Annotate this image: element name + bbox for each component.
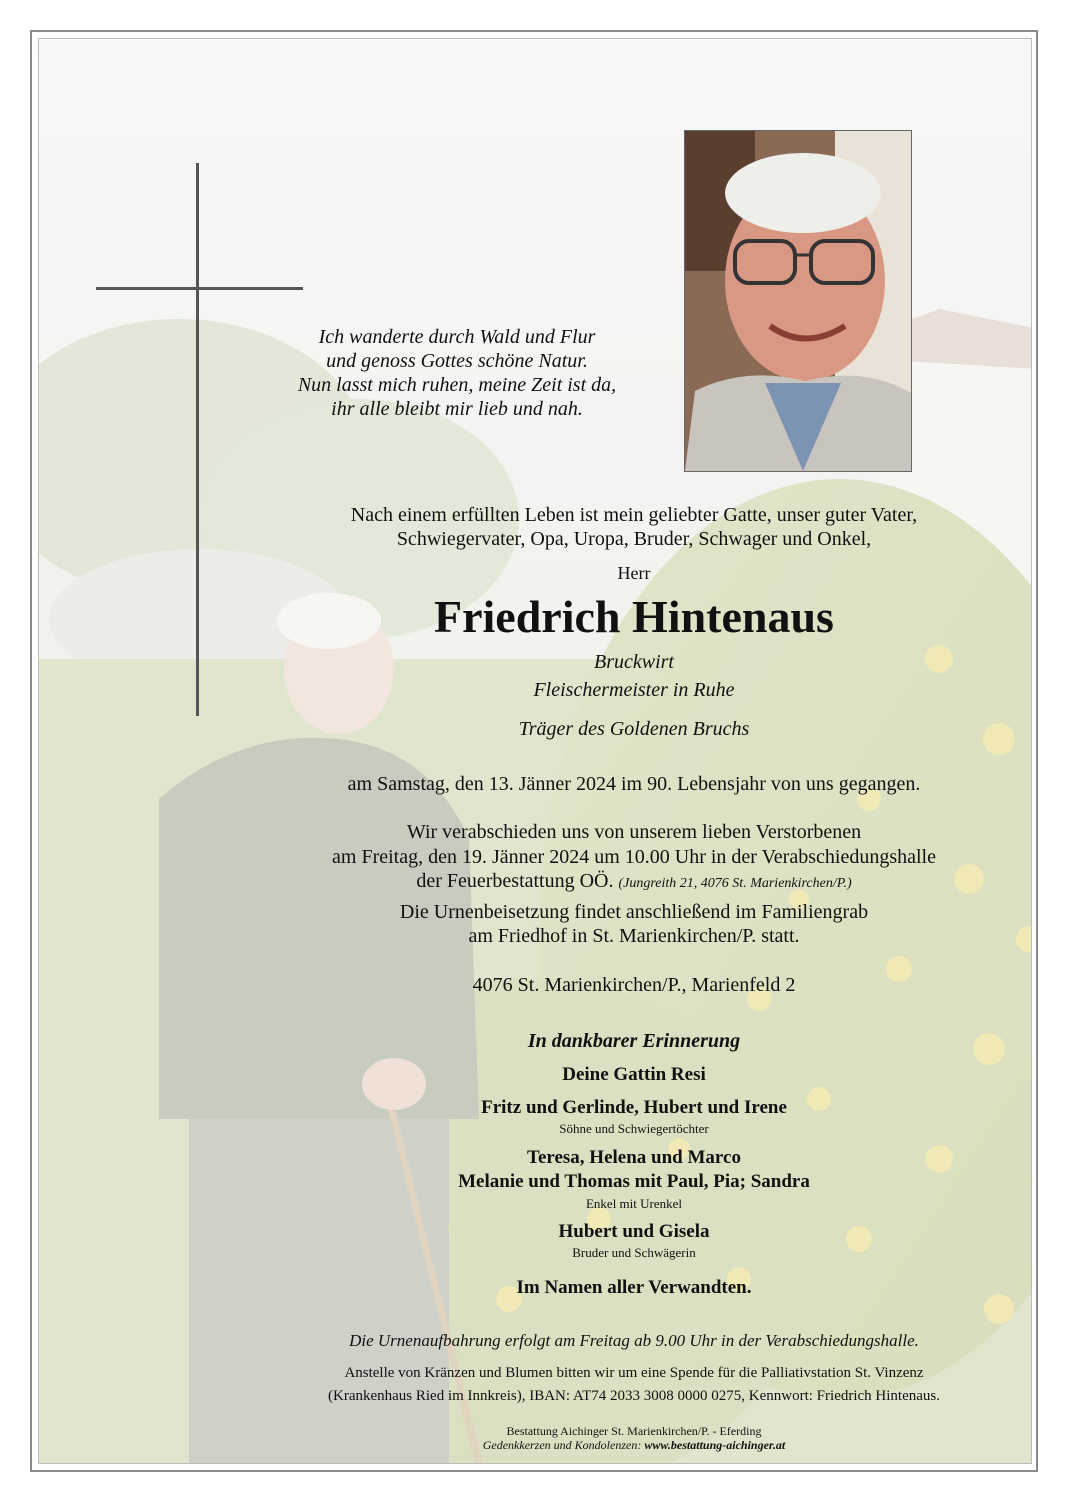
urn-viewing-note: Die Urnenaufbahrung erfolgt am Freitag ab 9.00 Uhr in der Verabschiedungshalle. <box>349 1331 919 1350</box>
title-line: Fleischermeister in Ruhe <box>533 679 735 701</box>
cross-icon-bar <box>96 287 303 290</box>
home-address: 4076 St. Marienkirchen/P., Marienfeld 2 <box>472 974 796 996</box>
donation-line: (Krankenhaus Ried im Innkreis), IBAN: AT74 2033 3008 0000 0275, Kennwort: Friedrich Hintenaus. <box>328 1388 940 1404</box>
poem-line: ihr alle bleibt mir lieb und nah. <box>331 398 583 420</box>
intro-line: Nach einem erfüllten Leben ist mein geliebter Gatte, unser guter Vater, <box>350 504 918 526</box>
condolence-label: Gedenkkerzen und Kondolenzen: <box>482 1438 642 1452</box>
mourner-siblings: Hubert und Gisela <box>558 1221 710 1242</box>
poem-line: Nun lasst mich ruhen, meine Zeit ist da, <box>297 374 617 396</box>
funeral-home: Bestattung Aichinger St. Marienkirchen/P. - Eferding <box>506 1424 762 1438</box>
condolence-link[interactable]: www.bestattung-aichinger.at <box>644 1438 786 1452</box>
farewell-line: Die Urnenbeisetzung findet anschließend im Familiengrab <box>399 901 869 923</box>
poem-line: Ich wanderte durch Wald und Flur <box>318 326 596 348</box>
mourner-grandchildren: Melanie und Thomas mit Paul, Pia; Sandra <box>458 1171 810 1192</box>
memorial-poem <box>262 325 652 421</box>
farewell-line <box>284 869 984 896</box>
title-line: Bruckwirt <box>594 651 674 673</box>
donation-line: Anstelle von Kränzen und Blumen bitten wir um eine Spende für die Palliativstation St. Vinzenz <box>344 1365 924 1381</box>
mourner-children: Fritz und Gerlinde, Hubert und Irene <box>481 1097 787 1118</box>
poem-line: und genoss Gottes schöne Natur. <box>326 350 588 372</box>
title-line: Träger des Goldenen Bruchs <box>518 718 750 740</box>
farewell-line: am Freitag, den 19. Jänner 2024 um 10.00 Uhr in der Verabschiedungshalle <box>332 846 936 868</box>
farewell-venue: der Feuerbestattung OÖ. <box>416 870 614 892</box>
cross-icon <box>196 163 199 716</box>
death-notice: am Samstag, den 13. Jänner 2024 im 90. Lebensjahr von uns gegangen. <box>347 773 921 795</box>
condolence-line <box>284 1438 984 1452</box>
mourner-role: Söhne und Schwiegertöchter <box>559 1121 709 1136</box>
mourner-role: Bruder und Schwägerin <box>572 1245 696 1260</box>
mourner-grandchildren: Teresa, Helena und Marco <box>527 1147 741 1168</box>
portrait-photo <box>684 130 912 472</box>
mourners-all: Im Namen aller Verwandten. <box>516 1277 752 1298</box>
portrait-image <box>685 131 911 471</box>
venue-address: (Jungreith 21, 4076 St. Marienkirchen/P.) <box>618 876 852 891</box>
farewell-line: am Friedhof in St. Marienkirchen/P. statt. <box>468 925 800 947</box>
salutation: Herr <box>617 563 651 583</box>
deceased-name: Friedrich Hintenaus <box>434 591 834 642</box>
mourner-wife: Deine Gattin Resi <box>562 1064 706 1085</box>
mourner-role: Enkel mit Urenkel <box>585 1196 683 1211</box>
farewell-line: Wir verabschieden uns von unserem lieben Verstorbenen <box>406 821 862 843</box>
intro-line: Schwiegervater, Opa, Uropa, Bruder, Schwager und Onkel, <box>396 528 872 550</box>
mourners-heading: In dankbarer Erinnerung <box>527 1030 741 1052</box>
